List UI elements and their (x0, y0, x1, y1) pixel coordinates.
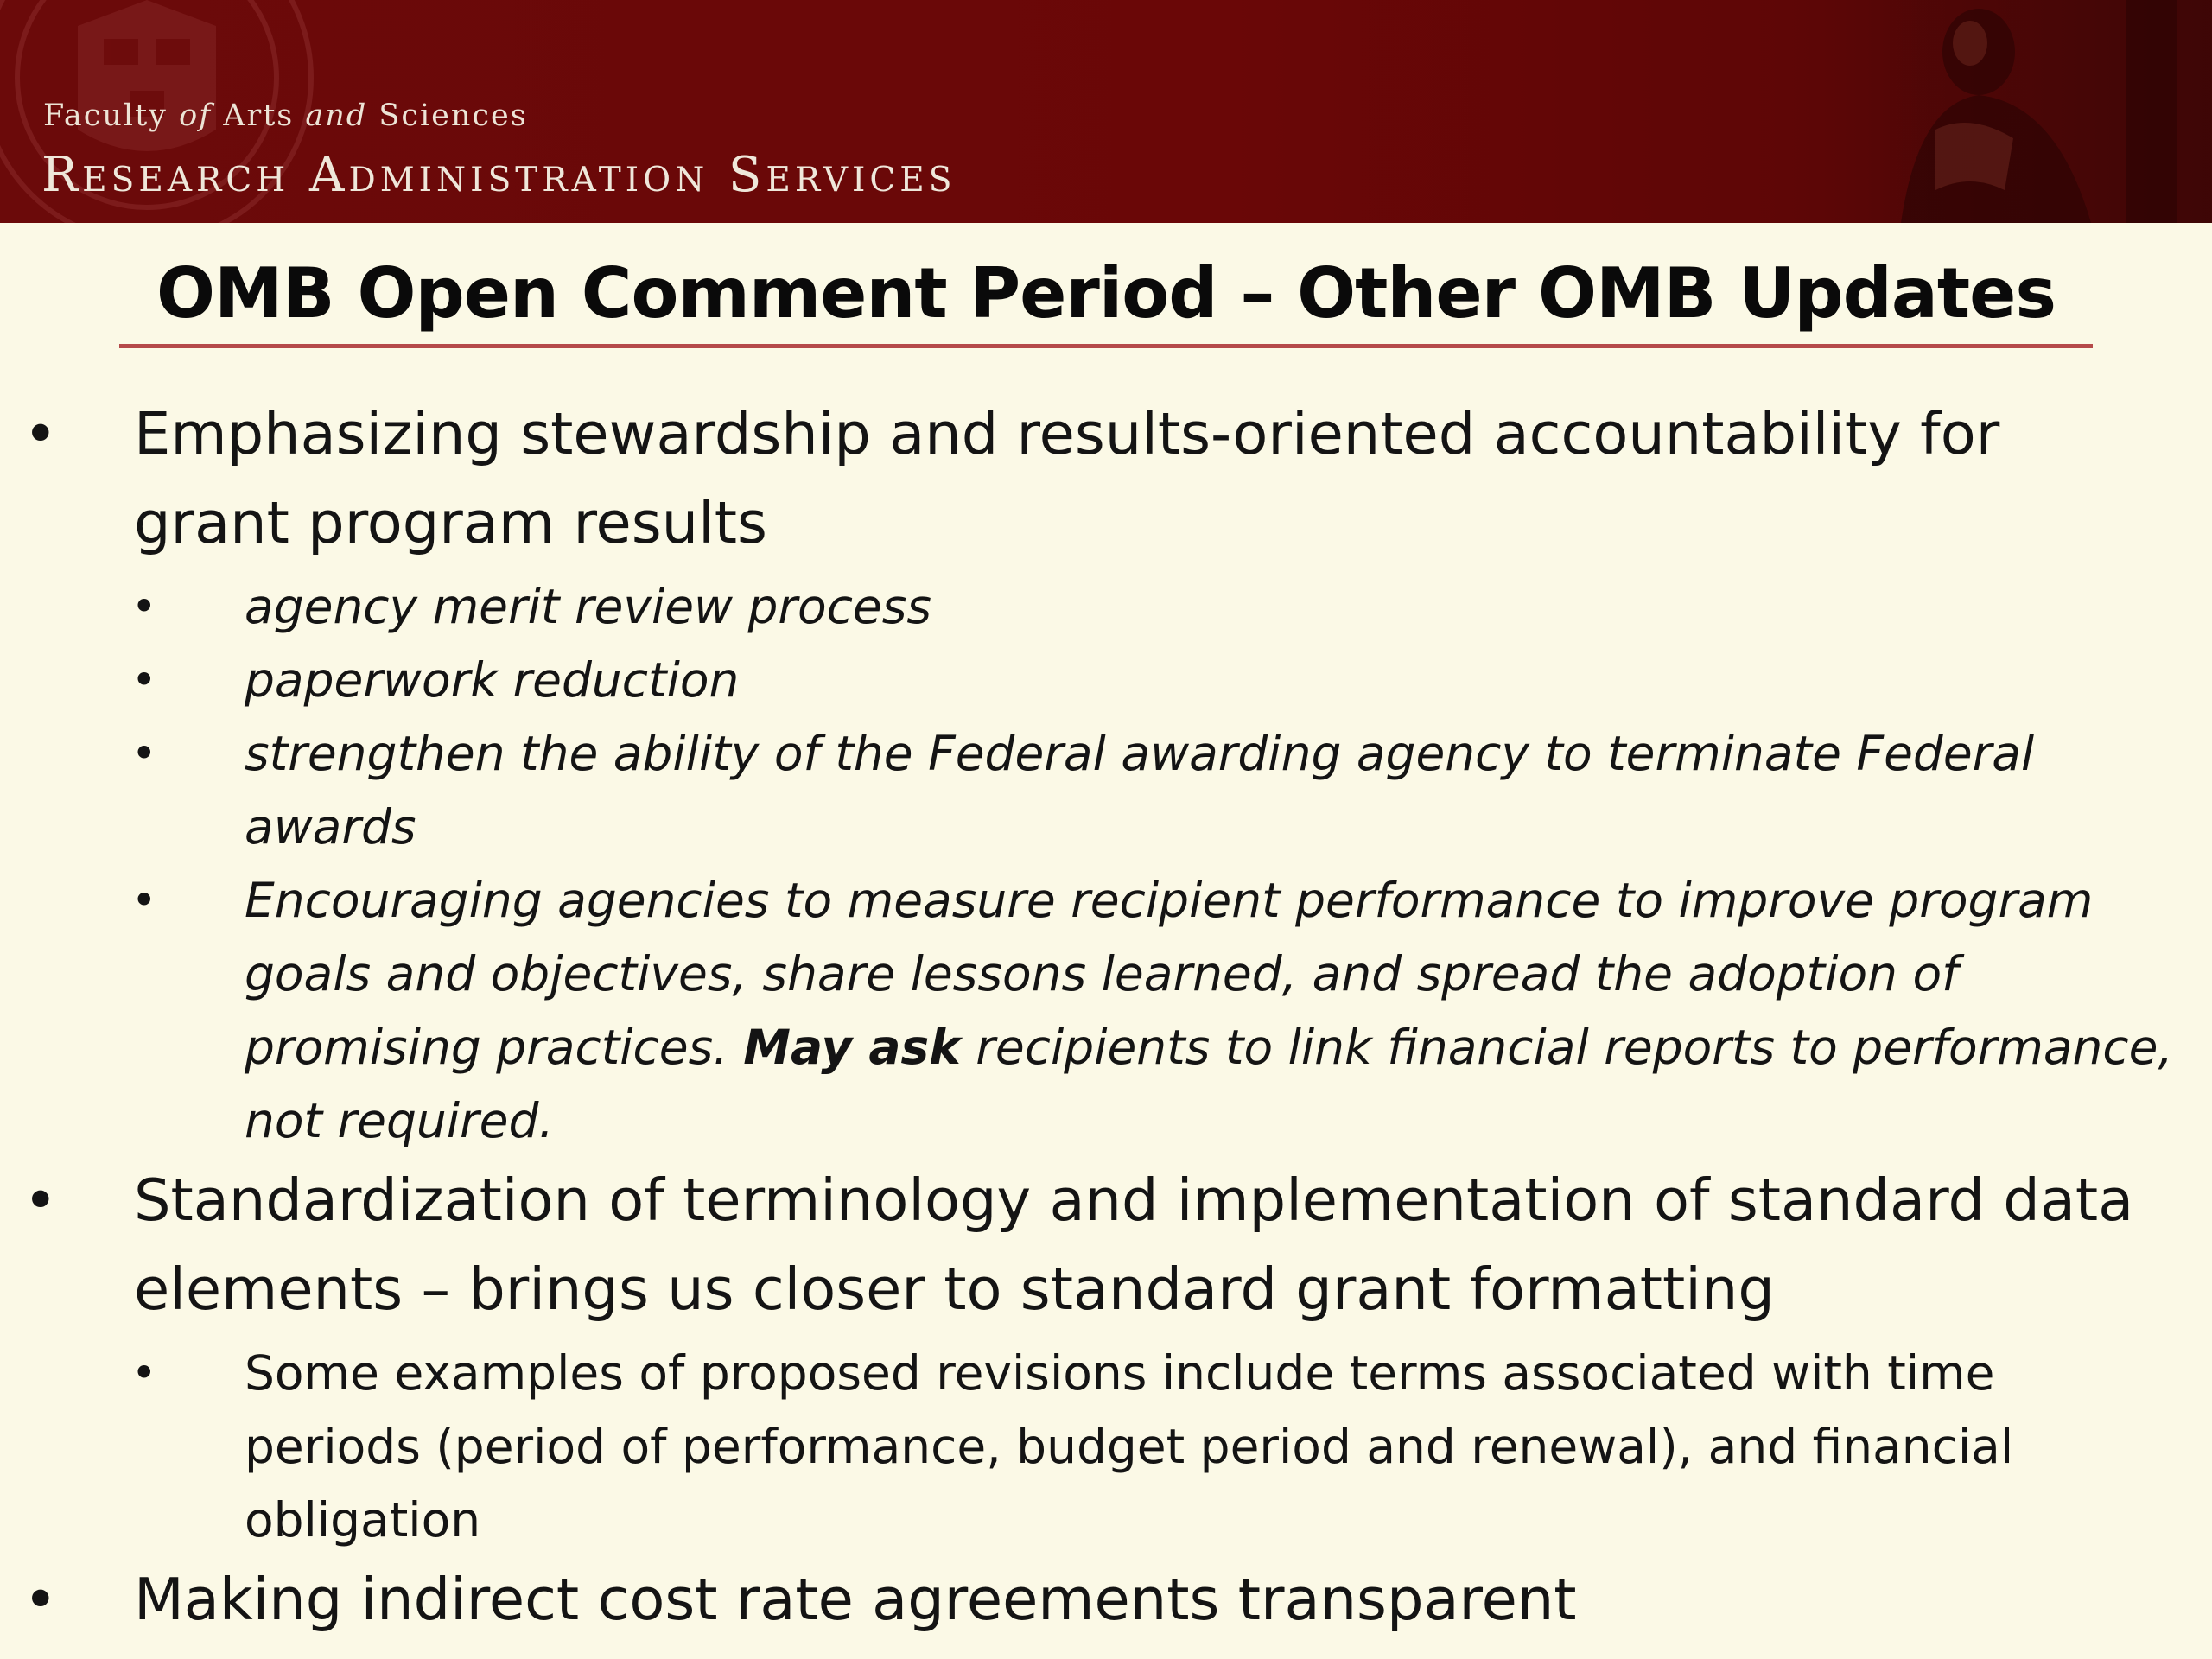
sub-bullet-icon: • (131, 655, 157, 705)
emphasis-may-ask: May ask (743, 1020, 961, 1075)
slide-title: OMB Open Comment Period – Other OMB Updates (156, 253, 2056, 334)
faculty-name: Faculty of Arts and Sciences (43, 99, 528, 133)
sub-bullet-item-1-4: Encouraging agencies to measure recipient performance to improve program goals and objectives, share lessons learned, and spread the adoption of promising practices. May ask recipients to link financial reports to performance, not required. (245, 873, 2173, 1148)
header-banner (0, 0, 2212, 223)
sub-bullet-item-1-3: strengthen the ability of the Federal awarding agency to terminate Federal awards (245, 726, 2035, 855)
sub-bullet-icon: • (131, 582, 157, 632)
bullet-icon: • (23, 400, 58, 467)
bullet-item-1: Emphasizing stewardship and results-oriented accountability for grant program results (134, 400, 2000, 556)
sub-bullet-item-1-2: paperwork reduction (245, 652, 740, 708)
sub-bullet-icon: • (131, 728, 157, 779)
bullet-icon: • (23, 1566, 58, 1633)
bullet-item-2: Standardization of terminology and implementation of standard data elements – brings us closer to standard grant formatting (134, 1166, 2134, 1323)
sub-bullet-item-2-1: Some examples of proposed revisions include terms associated with time periods (period of performance, budget period and renewal), and financial obligation (245, 1345, 2014, 1548)
department-name: Research Administration Services (41, 147, 957, 203)
title-underline (119, 344, 2093, 348)
bullet-icon: • (23, 1166, 58, 1234)
sub-bullet-icon: • (131, 875, 157, 925)
sub-bullet-icon: • (131, 1348, 157, 1398)
bullet-item-3: Making indirect cost rate agreements transparent (134, 1566, 1577, 1633)
sub-bullet-item-1-1: agency merit review process (245, 579, 932, 634)
statue-image (1728, 0, 2212, 223)
